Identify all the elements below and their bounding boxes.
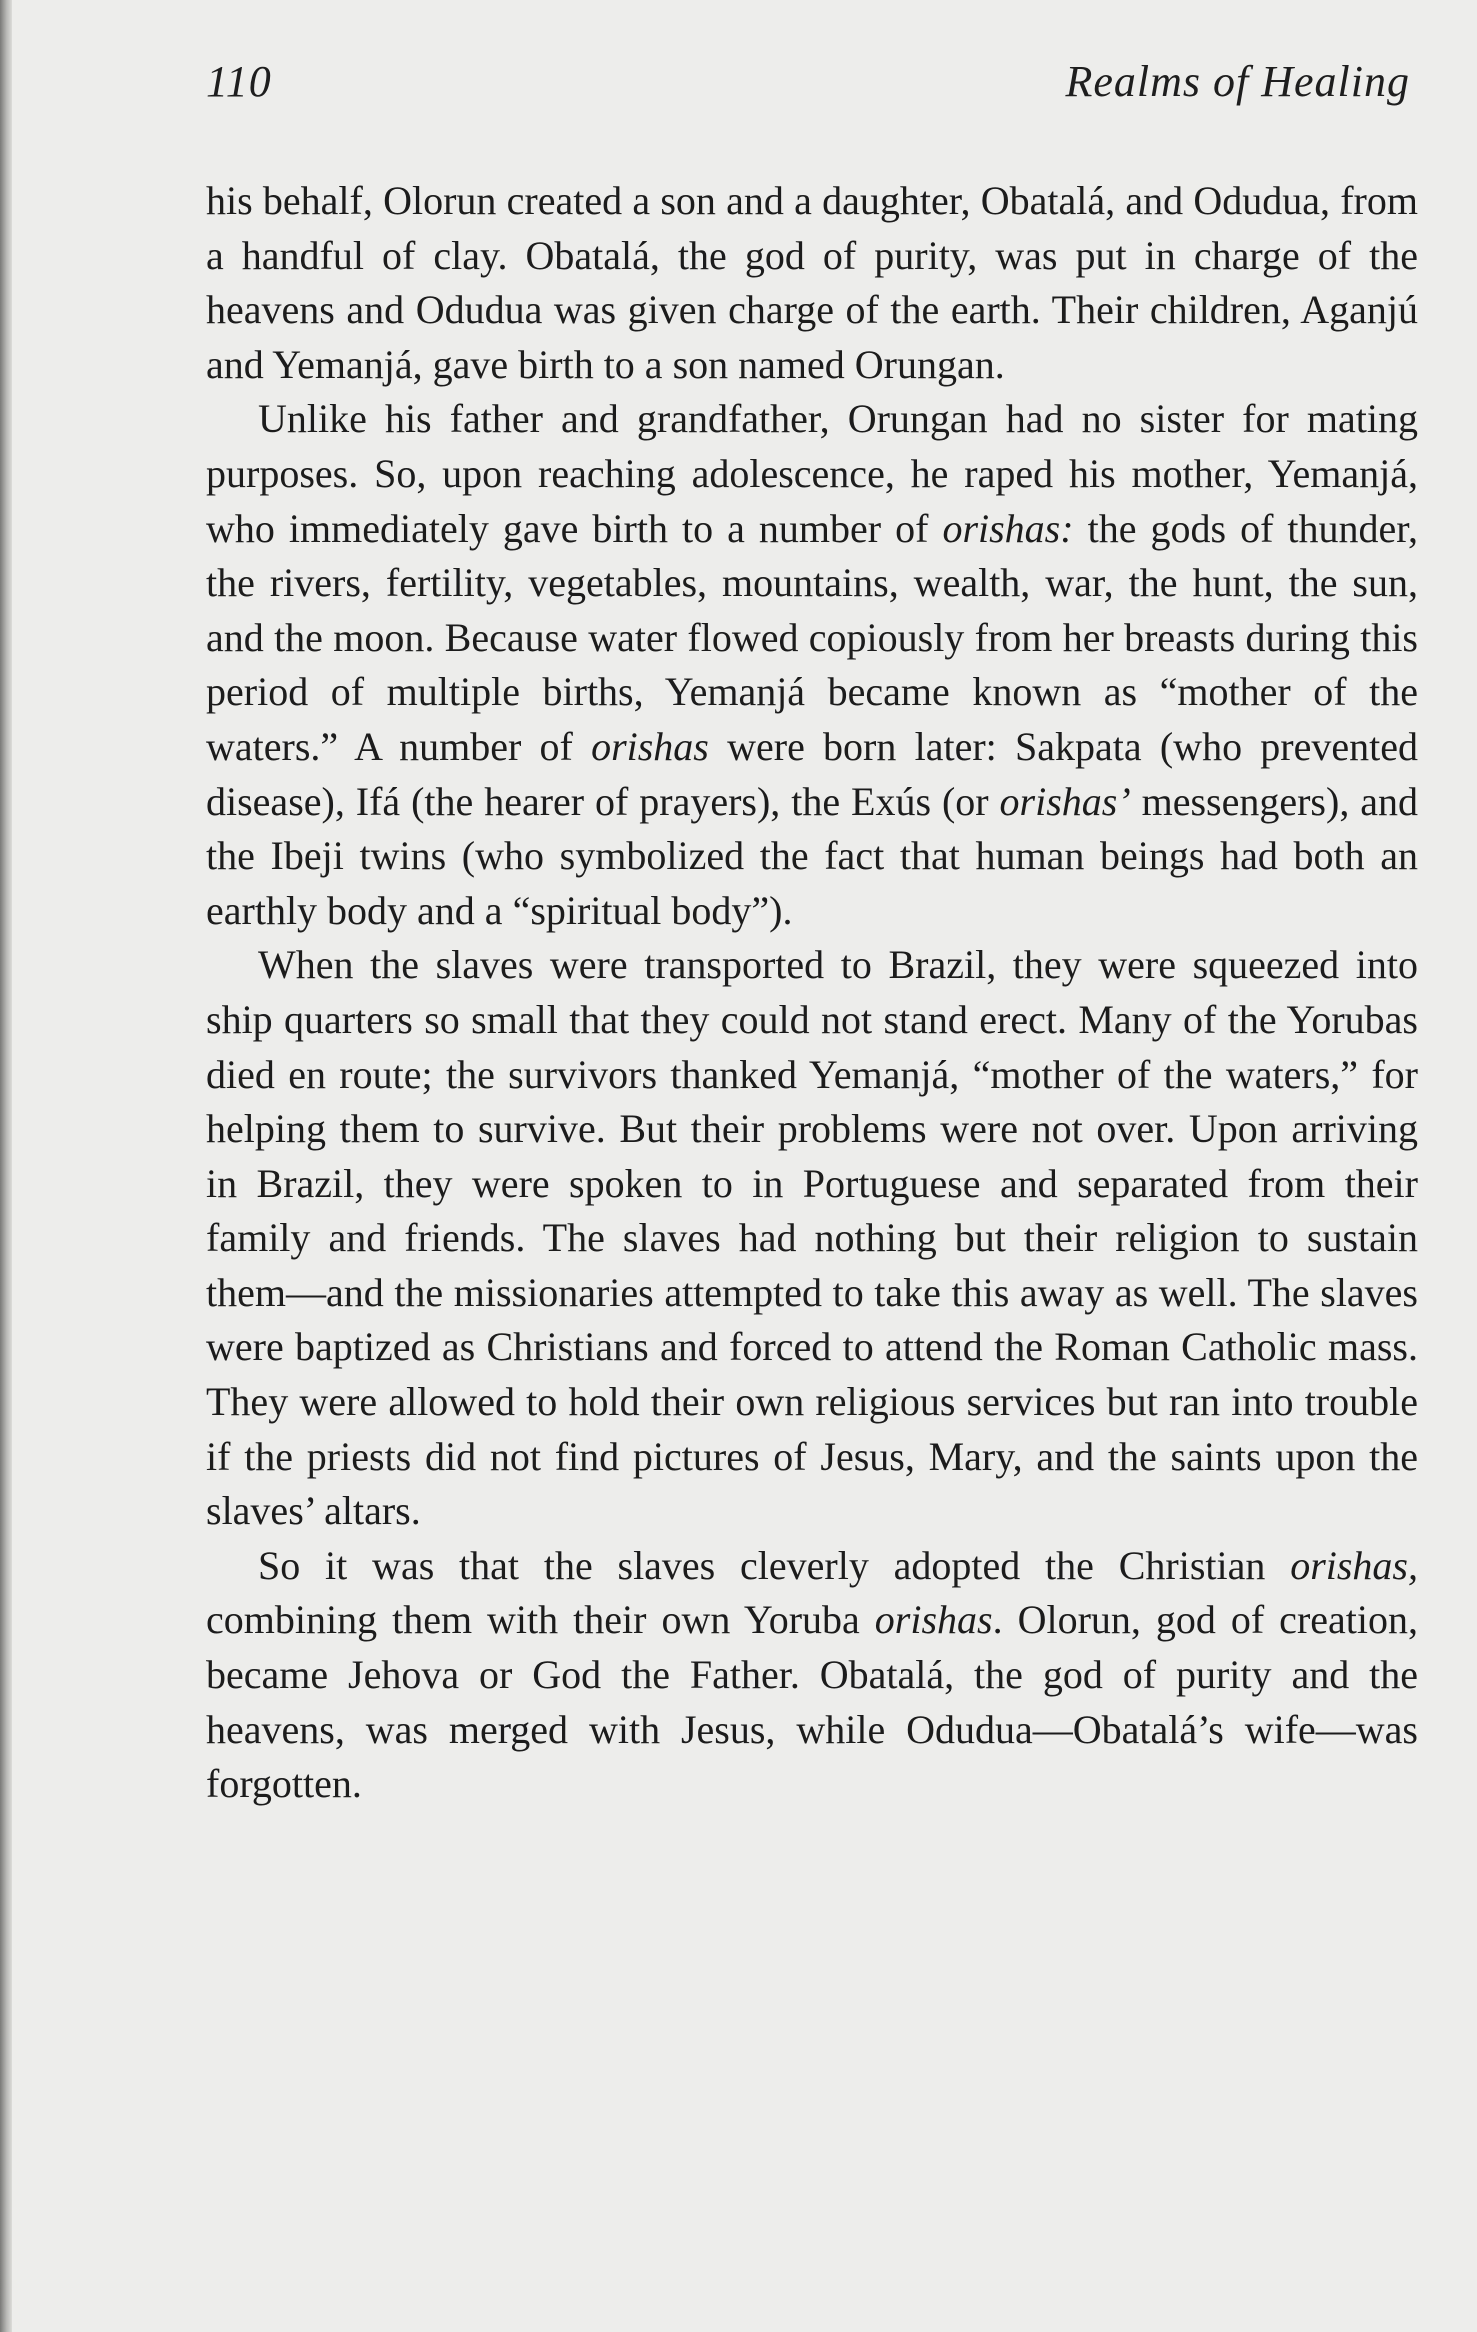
- text-segment: So it was that the slaves cleverly adopted the Christian: [258, 1542, 1291, 1588]
- italic-term: orishas’: [999, 778, 1131, 824]
- page-number: 110: [206, 57, 272, 106]
- italic-term: orishas: [874, 1597, 993, 1643]
- text-segment: combining them with their own Yoruba: [206, 1597, 875, 1643]
- page-gutter-shadow: [0, 0, 12, 2332]
- italic-term: orishas,: [1290, 1542, 1418, 1588]
- paragraph-4: [206, 1539, 1418, 1812]
- paragraph-3: [206, 938, 1418, 1539]
- paragraph-2: [206, 392, 1418, 938]
- italic-term: orishas:: [942, 505, 1074, 551]
- running-header: [206, 56, 1410, 116]
- text-segment: his behalf, Olorun created a son and a daughter, Obatalá, and Odudua, from a handful of clay. Obatalá, the god of purity, was put in charge of the heavens and Odudua was given charge of the earth. Their children, Aganjú and Yemanjá, gave birth to a son named Orungan.: [206, 178, 1418, 387]
- running-title: Realms of Healing: [1065, 57, 1410, 106]
- text-segment: were born later: Sakpata (who prevented disease), Ifá (the hearer of prayers), the Exús (or: [206, 723, 1418, 824]
- text-segment: Unlike his father and grandfather, Orungan had no sister for mating purposes. So, upon reaching adolescence, he raped his mother, Yemanjá, who immediately gave birth to a number of: [206, 396, 1418, 551]
- text-segment: When the slaves were transported to Brazil, they were squeezed into ship quarters so small that they could not stand erect. Many of the Yorubas died en route; the survivors thanked Yemanjá, “mother of the waters,” for helping them to survive. But their problems were not over. Upon arriving in Brazil, they were spoken to in Portuguese and separated from their family and friends. The slaves had nothing but their religion to sustain them—and the missionaries attempted to take this away as well. The slaves were baptized as Christians and forced to attend the Roman Catholic mass. They were allowed to hold their own religious services but ran into trouble if the priests did not find pictures of Jesus, Mary, and the saints upon the slaves’ altars.: [206, 942, 1418, 1534]
- body-text: [206, 174, 1418, 1812]
- italic-term: orishas: [591, 723, 709, 769]
- paragraph-1: [206, 174, 1418, 392]
- text-segment: the gods of thunder, the rivers, fertility, vegetables, mountains, wealth, war, the hunt, the sun, and the moon. Because water flowed copiously from her breasts during this period of multiple births, Yemanjá became known as “mother of the waters.” A number of: [206, 505, 1419, 769]
- text-segment: . Olorun, god of creation, became Jehova or God the Father. Obatalá, the god of purity and the heavens, was merged with Jesus, while Odudua—Obatalá’s wife—was forgotten.: [206, 1597, 1418, 1807]
- text-segment: messengers), and the Ibeji twins (who symbolized the fact that human beings had both an earthly body and a “spiritual body”).: [206, 778, 1418, 933]
